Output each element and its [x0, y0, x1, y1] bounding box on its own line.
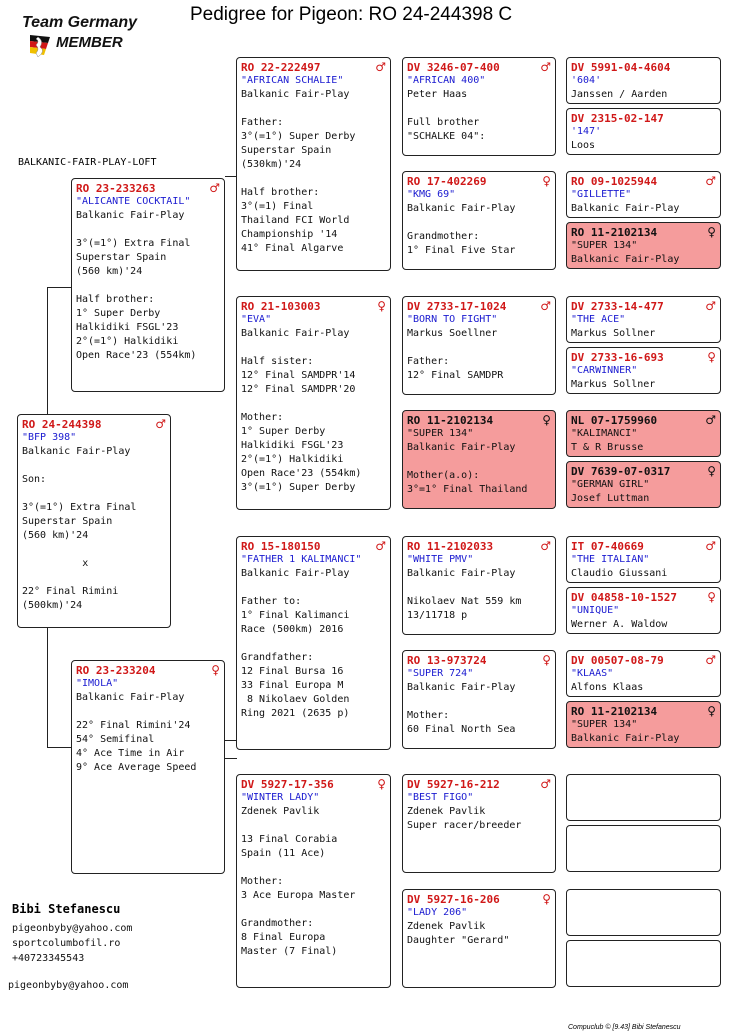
- ring-number: RO 23-233204: [76, 663, 156, 677]
- ring-number: RO 17-402269: [407, 174, 487, 188]
- pigeon-owner: Janssen / Aarden: [571, 89, 668, 100]
- pigeon-name: "KALIMANCI": [571, 428, 638, 439]
- pigeon-description: Grandmother: 1° Final Five Star: [407, 231, 516, 256]
- pigeon-owner: Zdenek Pavlik: [241, 806, 320, 817]
- pigeon-card-dd[interactable]: [236, 774, 391, 988]
- pigeon-card-ssd[interactable]: [402, 171, 556, 270]
- pigeon-owner: Josef Luttman: [571, 493, 650, 504]
- pigeon-owner: Balkanic Fair-Play: [407, 568, 516, 579]
- female-icon: ♀: [211, 663, 220, 677]
- pigeon-owner: T & R Brusse: [571, 442, 644, 453]
- pigeon-description: Father to: 1° Final Kalimanci Race (500km) 2016 Grandfather: 12 Final Bursa 16 33 Final Europa M 8 Nikolaev Golden Ring 2021 (2635 p): [241, 596, 350, 719]
- pigeon-owner: Zdenek Pavlik: [407, 806, 486, 817]
- ring-number: RO 24-244398: [22, 417, 102, 431]
- male-icon: ♂: [705, 539, 716, 553]
- pigeon-name: "EVA": [241, 314, 272, 325]
- pigeon-name: "KMG 69": [407, 189, 456, 200]
- pigeon-card-g5[interactable]: [566, 296, 721, 343]
- pigeon-name: "WHITE PMV": [407, 554, 474, 565]
- ring-number: DV 5927-16-206: [407, 892, 500, 906]
- pigeon-name: "GILLETTE": [571, 189, 632, 200]
- pigeon-owner: Balkanic Fair-Play: [571, 733, 680, 744]
- ring-number: NL 07-1759960: [571, 413, 658, 427]
- pigeon-owner: Peter Haas: [407, 89, 468, 100]
- pigeon-card-dss[interactable]: [402, 536, 556, 635]
- loft-name: BALKANIC-FAIR-PLAY-LOFT: [18, 157, 157, 168]
- logo-line2: MEMBER: [56, 34, 123, 51]
- breeder-website[interactable]: sportcolumbofil.ro: [12, 938, 121, 949]
- pigeon-owner: Alfons Klaas: [571, 682, 644, 693]
- pigeon-name: "AFRICAN 400": [407, 75, 486, 86]
- pigeon-description: Half sister: 12° Final SAMDPR'14 12° Final SAMDPR'20 Mother: 1° Super Derby Halkidiki FSGL'23 2°(=1°) Halkidiki Open Race'23 (554km) 3°(=1°) Super Derby: [241, 356, 362, 493]
- pigeon-card-g8[interactable]: [566, 461, 721, 508]
- pigeon-card-sdd[interactable]: [402, 410, 556, 509]
- pigeon-card-ss[interactable]: [236, 57, 391, 271]
- female-icon: ♀: [542, 892, 551, 906]
- pigeon-description: Nikolaev Nat 559 km 13/11718 p: [407, 596, 522, 621]
- pigeon-name: "THE ITALIAN": [571, 554, 650, 565]
- pigeon-name: "SUPER 134": [571, 719, 638, 730]
- pigeon-card-dam[interactable]: [71, 660, 225, 874]
- pigeon-name: "BEST FIGO": [407, 792, 474, 803]
- ring-number: RO 11-2102033: [407, 539, 494, 553]
- pigeon-owner: Werner A. Waldow: [571, 619, 668, 630]
- female-icon: ♀: [542, 413, 551, 427]
- pigeon-owner: Markus Sollner: [571, 379, 656, 390]
- pigeon-owner: Balkanic Fair-Play: [407, 442, 516, 453]
- pigeon-description: 3°(=1°) Extra Final Superstar Spain (560 km)'24 Half brother: 1° Super Derby Halkidiki FSGL'23 2°(=1°) Halkidiki Open Race'23 (554km): [76, 238, 197, 361]
- pigeon-owner: Balkanic Fair-Play: [571, 203, 680, 214]
- ring-number: RO 22-222497: [241, 60, 321, 74]
- male-icon: ♂: [540, 539, 551, 553]
- pigeon-card-g9[interactable]: [566, 536, 721, 583]
- ring-number: DV 2733-16-693: [571, 350, 664, 364]
- pigeon-owner: Markus Sollner: [571, 328, 656, 339]
- pigeon-card-empty[interactable]: [566, 825, 721, 872]
- ring-number: DV 2733-14-477: [571, 299, 664, 313]
- pigeon-card-g6[interactable]: [566, 347, 721, 394]
- pigeon-card-ds[interactable]: [236, 536, 391, 750]
- female-icon: ♀: [377, 777, 386, 791]
- ring-number: DV 3246-07-400: [407, 60, 500, 74]
- ring-number: RO 15-180150: [241, 539, 321, 553]
- female-icon: ♀: [377, 299, 386, 313]
- pigeon-owner: Balkanic Fair-Play: [407, 682, 516, 693]
- ring-number: DV 5991-04-4604: [571, 60, 671, 74]
- pigeon-card-empty[interactable]: [566, 889, 721, 936]
- male-icon: ♂: [705, 174, 716, 188]
- pigeon-description: Son: 3°(=1°) Extra Final Superstar Spain (560 km)'24 x 22° Final Rimini (500km)'24: [22, 474, 137, 611]
- pigeon-description: 22° Final Rimini'24 54° Semifinal 4° Ace Time in Air 9° Ace Average Speed: [76, 720, 197, 773]
- ring-number: RO 11-2102134: [571, 704, 658, 718]
- pigeon-name: "WINTER LADY": [241, 792, 320, 803]
- male-icon: ♂: [705, 413, 716, 427]
- pigeon-name: "GERMAN GIRL": [571, 479, 650, 490]
- pigeon-card-sds[interactable]: [402, 296, 556, 395]
- pigeon-card-subject[interactable]: [17, 414, 171, 628]
- pigeon-name: "LADY 206": [407, 907, 468, 918]
- pigeon-owner: Zdenek Pavlik: [407, 921, 486, 932]
- ring-number: DV 00507-08-79: [571, 653, 664, 667]
- ring-number: DV 5927-16-212: [407, 777, 500, 791]
- german-flag-icon: [28, 33, 52, 59]
- pigeon-card-sd[interactable]: [236, 296, 391, 510]
- pigeon-card-sire[interactable]: [71, 178, 225, 392]
- pigeon-name: "SUPER 724": [407, 668, 474, 679]
- pigeon-card-empty[interactable]: [566, 940, 721, 987]
- male-icon: ♂: [209, 181, 220, 195]
- breeder-email-secondary[interactable]: pigeonbyby@yahoo.com: [8, 980, 129, 991]
- male-icon: ♂: [540, 60, 551, 74]
- ring-number: RO 11-2102134: [571, 225, 658, 239]
- ring-number: RO 11-2102134: [407, 413, 494, 427]
- breeder-email[interactable]: pigeonbyby@yahoo.com: [12, 923, 133, 934]
- ring-number: DV 04858-10-1527: [571, 590, 677, 604]
- pigeon-name: "BFP 398": [22, 432, 77, 443]
- pigeon-name: "CARWINNER": [571, 365, 638, 376]
- pigeon-card-g10[interactable]: [566, 587, 721, 634]
- pigeon-description: Father: 3°(=1°) Super Derby Superstar Spain (530km)'24 Half brother: 3°(=1) Final Thailand FCI World Championship '14 41° Final Algarve: [241, 117, 356, 254]
- pigeon-name: "IMOLA": [76, 678, 119, 689]
- pigeon-card-g1[interactable]: [566, 57, 721, 104]
- pigeon-owner: Balkanic Fair-Play: [571, 254, 680, 265]
- ring-number: RO 09-1025944: [571, 174, 658, 188]
- pigeon-owner: Markus Soellner: [407, 328, 498, 339]
- female-icon: ♀: [707, 464, 716, 478]
- page-title: Pedigree for Pigeon: RO 24-244398 C: [190, 4, 513, 25]
- pigeon-name: '604': [571, 75, 602, 86]
- connector: [225, 758, 237, 760]
- pigeon-owner: Balkanic Fair-Play: [241, 328, 350, 339]
- pigeon-name: "SUPER 134": [407, 428, 474, 439]
- female-icon: ♀: [707, 590, 716, 604]
- pigeon-description: Mother(a.o): 3°=1° Final Thailand: [407, 470, 528, 495]
- pigeon-owner: Balkanic Fair-Play: [22, 446, 131, 457]
- pigeon-name: "SUPER 134": [571, 240, 638, 251]
- pigeon-name: "UNIQUE": [571, 605, 620, 616]
- pigeon-owner: Balkanic Fair-Play: [76, 692, 185, 703]
- female-icon: ♀: [542, 174, 551, 188]
- pigeon-card-g11[interactable]: [566, 650, 721, 697]
- pigeon-description: Daughter "Gerard": [407, 935, 510, 946]
- team-germany-logo: [20, 14, 170, 58]
- pigeon-card-empty[interactable]: [566, 774, 721, 821]
- ring-number: IT 07-40669: [571, 539, 644, 553]
- pigeon-card-ddd[interactable]: [402, 889, 556, 988]
- ring-number: RO 23-233263: [76, 181, 156, 195]
- male-icon: ♂: [375, 60, 386, 74]
- male-icon: ♂: [705, 653, 716, 667]
- breeder-name: Bibi Stefanescu: [12, 902, 121, 916]
- ring-number: RO 21-103003: [241, 299, 321, 313]
- pigeon-card-g12[interactable]: [566, 701, 721, 748]
- pigeon-name: "AFRICAN SCHALIE": [241, 75, 344, 86]
- pigeon-card-g7[interactable]: [566, 410, 721, 457]
- pigeon-description: Mother: 60 Final North Sea: [407, 710, 516, 735]
- ring-number: DV 5927-17-356: [241, 777, 334, 791]
- male-icon: ♂: [705, 299, 716, 313]
- male-icon: ♂: [155, 417, 166, 431]
- female-icon: ♀: [707, 350, 716, 364]
- ring-number: DV 2315-02-147: [571, 111, 664, 125]
- pigeon-card-g2[interactable]: [566, 108, 721, 155]
- pigeon-owner: Balkanic Fair-Play: [241, 568, 350, 579]
- logo-line1: Team Germany: [22, 14, 138, 31]
- ring-number: DV 7639-07-0317: [571, 464, 671, 478]
- pigeon-owner: Claudio Giussani: [571, 568, 668, 579]
- breeder-phone: +40723345543: [12, 953, 85, 964]
- pigeon-owner: Balkanic Fair-Play: [407, 203, 516, 214]
- pigeon-card-sss[interactable]: [402, 57, 556, 156]
- male-icon: ♂: [540, 299, 551, 313]
- pigeon-description: Father: 12° Final SAMDPR: [407, 356, 504, 381]
- pigeon-description: Full brother "SCHALKE 04":: [407, 117, 486, 142]
- pigeon-name: "ALICANTE COCKTAIL": [76, 196, 191, 207]
- footer-credit: Compuclub © [9.43] Bibi Stefanescu: [568, 1024, 681, 1031]
- pigeon-card-dds[interactable]: [402, 774, 556, 873]
- pigeon-owner: Balkanic Fair-Play: [241, 89, 350, 100]
- pigeon-name: "THE ACE": [571, 314, 626, 325]
- connector: [47, 628, 72, 748]
- pigeon-description: Super racer/breeder: [407, 820, 522, 831]
- pigeon-name: "FATHER 1 KALIMANCI": [241, 554, 362, 565]
- pigeon-card-g3[interactable]: [566, 171, 721, 218]
- ring-number: DV 2733-17-1024: [407, 299, 507, 313]
- female-icon: ♀: [707, 704, 716, 718]
- pigeon-owner: Loos: [571, 140, 596, 151]
- pigeon-owner: Balkanic Fair-Play: [76, 210, 185, 221]
- connector: [47, 287, 72, 416]
- pigeon-name: '147': [571, 126, 602, 137]
- male-icon: ♂: [375, 539, 386, 553]
- female-icon: ♀: [707, 225, 716, 239]
- pigeon-card-g4[interactable]: [566, 222, 721, 269]
- pigeon-card-dsd[interactable]: [402, 650, 556, 749]
- pigeon-name: "BORN TO FIGHT": [407, 314, 498, 325]
- female-icon: ♀: [542, 653, 551, 667]
- pigeon-name: "KLAAS": [571, 668, 614, 679]
- pigeon-description: 13 Final Corabia Spain (11 Ace) Mother: 3 Ace Europa Master Grandmother: 8 Final Europa Master (7 Final): [241, 834, 356, 957]
- male-icon: ♂: [540, 777, 551, 791]
- ring-number: RO 13-973724: [407, 653, 487, 667]
